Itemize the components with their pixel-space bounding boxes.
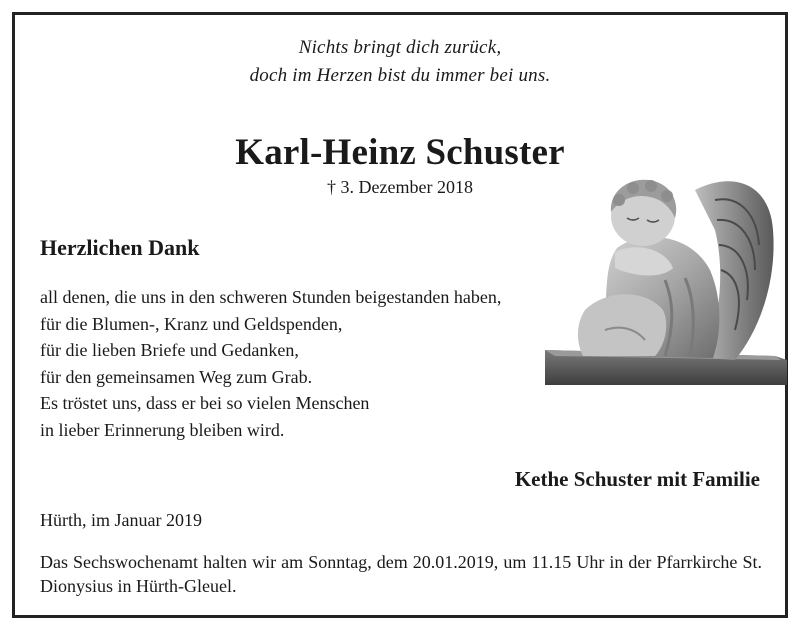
- thanks-line: für den gemeinsamen Weg zum Grab.: [40, 366, 313, 387]
- angel-statue-icon: [545, 160, 787, 385]
- service-announcement: Das Sechswochenamt halten wir am Sonntag, dem 20.01.2019, um 11.15 Uhr in der Pfarrkirche St. Dionysius in Hürth-Gleuel.: [40, 552, 762, 596]
- thanks-line: Es tröstet uns, dass er bei so vielen Menschen: [40, 393, 370, 414]
- memorial-quote: [0, 34, 800, 90]
- death-date: † 3. Dezember 2018: [327, 177, 473, 197]
- deceased-name: Karl-Heinz Schuster: [235, 132, 565, 173]
- quote-line-2: doch im Herzen bist du immer bei uns.: [249, 65, 551, 86]
- signature: Kethe Schuster mit Familie: [514, 467, 760, 491]
- thanks-heading: Herzlichen Dank: [40, 235, 200, 260]
- quote-line-1: Nichts bringt dich zurück,: [298, 37, 502, 58]
- place-date: Hürth, im Januar 2019: [40, 510, 202, 530]
- thanks-text: [40, 284, 501, 444]
- thanks-line: für die lieben Briefe und Gedanken,: [40, 340, 299, 361]
- thanks-line: in lieber Erinnerung bleiben wird.: [40, 419, 285, 440]
- thanks-line: all denen, die uns in den schweren Stunden beigestanden haben,: [40, 287, 502, 307]
- thanks-line: für die Blumen-, Kranz und Geldspenden,: [40, 313, 343, 334]
